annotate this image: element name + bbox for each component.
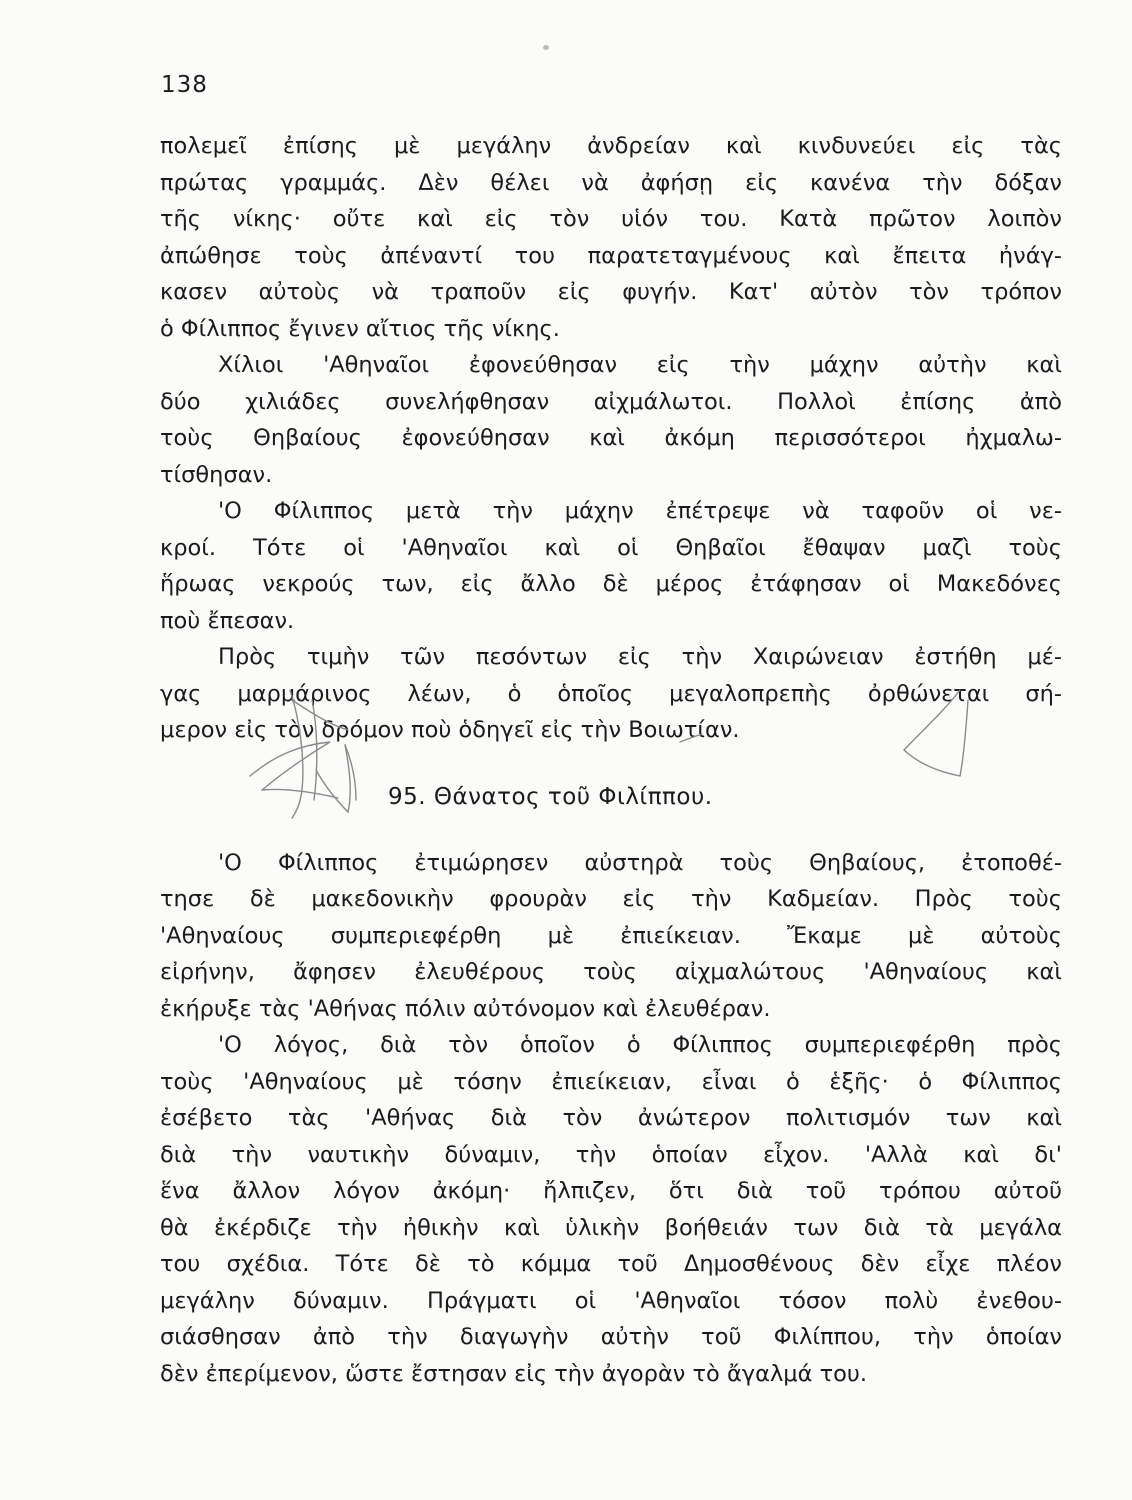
text-line: πρώτας γραμμάς. Δὲν θέλει νὰ ἀφήσῃ εἰς κανένα τὴν δόξαν bbox=[160, 169, 1062, 196]
text-line: εἰρήνην, ἄφησεν ἐλευθέρους τοὺς αἰχμαλώτους 'Αθηναίους καὶ bbox=[160, 959, 1062, 985]
text-line: μεγάλην δύναμιν. Πράγματι οἱ 'Αθηναῖοι τόσον πολὺ ἐνεθου- bbox=[160, 1287, 1062, 1314]
text-line: Πρὸς τιμὴν τῶν πεσόντων εἰς τὴν Χαιρώνειαν ἐστήθη μέ- bbox=[218, 644, 1062, 670]
paper-speck bbox=[543, 45, 549, 50]
text-line: πολεμεῖ ἐπίσης μὲ μεγάλην ἀνδρείαν καὶ κινδυνεύει εἰς τὰς bbox=[160, 133, 1062, 159]
text-line: μερον εἰς τὸν δρόμον ποὺ ὁδηγεῖ εἰς τὴν Βοιωτίαν. bbox=[160, 717, 740, 743]
text-line: ἐσέβετο τὰς 'Αθήνας διὰ τὸν ἀνώτερον πολιτισμόν των καὶ bbox=[160, 1105, 1062, 1131]
text-line: γας μαρμάρινος λέων, ὁ ὁποῖος μεγαλοπρεπὴς ὀρθώνεται σή- bbox=[160, 680, 1062, 707]
text-line: τίσθησαν. bbox=[160, 461, 273, 488]
text-line: 'Αθηναίους συμπεριεφέρθη μὲ ἐπιείκειαν. Ἔκαμε μὲ αὐτοὺς bbox=[160, 922, 1062, 949]
paragraph bbox=[160, 639, 1062, 749]
text-line: κροί. Τότε οἱ 'Αθηναῖοι καὶ οἱ Θηβαῖοι ἔθαψαν μαζὶ τοὺς bbox=[160, 534, 1062, 561]
text-line: τησε δὲ μακεδονικὴν φρουρὰν εἰς τὴν Καδμείαν. Πρὸς τοὺς bbox=[160, 886, 1062, 912]
text-line: ἕνα ἄλλον λόγον ἀκόμη· ἤλπιζεν, ὅτι διὰ τοῦ τρόπου αὐτοῦ bbox=[160, 1178, 1062, 1204]
text-line: Χίλιοι 'Αθηναῖοι ἐφονεύθησαν εἰς τὴν μάχην αὐτὴν καὶ bbox=[218, 352, 1062, 378]
text-line: ἥρωας νεκρούς των, εἰς ἄλλο δὲ μέρος ἐτάφησαν οἱ Μακεδόνες bbox=[160, 571, 1062, 597]
page-number: 138 bbox=[161, 72, 208, 98]
paragraph bbox=[160, 1027, 1062, 1392]
text-line: 'Ο Φίλιππος ἐτιμώρησεν αὐστηρὰ τοὺς Θηβαίους, ἐτοποθέ- bbox=[218, 849, 1062, 876]
text-line: σιάσθησαν ἀπὸ τὴν διαγωγὴν αὐτὴν τοῦ Φιλίππου, τὴν ὁποίαν bbox=[160, 1324, 1062, 1350]
text-line: τοὺς 'Αθηναίους μὲ τόσην ἐπιείκειαν, εἶναι ὁ ἑξῆς· ὁ Φίλιππος bbox=[160, 1068, 1062, 1095]
paragraph bbox=[160, 845, 1062, 1028]
text-line: τοὺς Θηβαίους ἐφονεύθησαν καὶ ἀκόμη περισσότεροι ἠχμαλω- bbox=[160, 425, 1062, 451]
text-line: τῆς νίκης· οὔτε καὶ εἰς τὸν υἱόν του. Κατὰ πρῶτον λοιπὸν bbox=[160, 206, 1062, 232]
text-line: δὲν ἐπερίμενον, ὥστε ἔστησαν εἰς τὴν ἀγορὰν τὸ ἄγαλμά του. bbox=[160, 1360, 868, 1387]
text-line: του σχέδια. Τότε δὲ τὸ κόμμα τοῦ Δημοσθένους δὲν εἶχε πλέον bbox=[160, 1251, 1062, 1277]
paragraph bbox=[160, 128, 1062, 347]
text-line: διὰ τὴν ναυτικὴν δύναμιν, τὴν ὁποίαν εἶχον. 'Αλλὰ καὶ δι' bbox=[160, 1141, 1062, 1168]
paragraph bbox=[160, 493, 1062, 639]
section-heading: 95. Θάνατος τοῦ Φιλίππου. bbox=[388, 783, 713, 810]
text-line: 'Ο λόγος, διὰ τὸν ὁποῖον ὁ Φίλιππος συμπεριεφέρθη πρὸς bbox=[218, 1032, 1062, 1058]
text-line: ἐκήρυξε τὰς 'Αθήνας πόλιν αὐτόνομον καὶ ἐλευθέραν. bbox=[160, 995, 771, 1022]
paragraph bbox=[160, 347, 1062, 493]
text-line: δύο χιλιάδες συνελήφθησαν αἰχμάλωτοι. Πολλοὶ ἐπίσης ἀπὸ bbox=[160, 388, 1062, 415]
text-line: ὁ Φίλιππος ἔγινεν αἴτιος τῆς νίκης. bbox=[160, 315, 560, 342]
text-line: 'Ο Φίλιππος μετὰ τὴν μάχην ἐπέτρεψε νὰ ταφοῦν οἱ νε- bbox=[218, 498, 1062, 524]
body-text bbox=[160, 128, 1062, 1392]
text-line: ἀπώθησε τοὺς ἀπέναντί του παρατεταγμένους καὶ ἔπειτα ἠνάγ- bbox=[160, 242, 1062, 269]
text-line: ποὺ ἔπεσαν. bbox=[160, 607, 295, 634]
text-line: κασεν αὐτοὺς νὰ τραποῦν εἰς φυγήν. Κατ' αὐτὸν τὸν τρόπον bbox=[160, 279, 1062, 305]
text-line: θὰ ἐκέρδιζε τὴν ἠθικὴν καὶ ὑλικὴν βοήθειάν των διὰ τὰ μεγάλα bbox=[160, 1214, 1062, 1241]
